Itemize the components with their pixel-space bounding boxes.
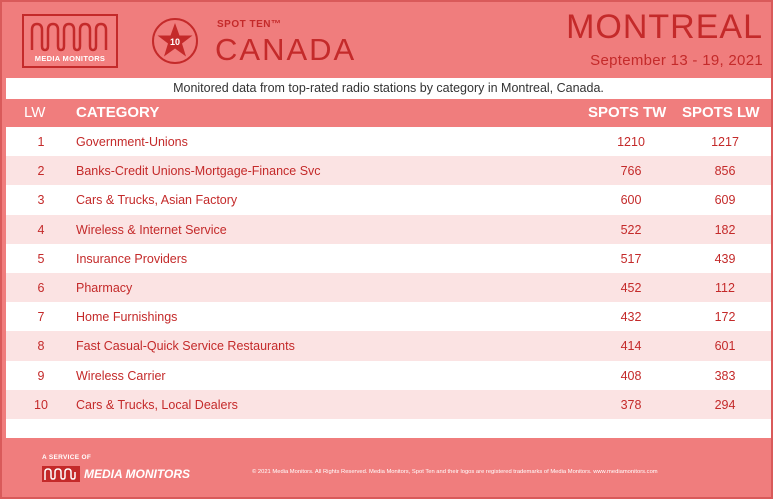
- col-header-spots-lw: SPOTS LW: [682, 104, 760, 121]
- row-rank: 4: [37, 222, 45, 237]
- badge-number: 10: [169, 37, 181, 47]
- waveform-logo-icon: [28, 20, 112, 52]
- row-spots-tw: 378: [620, 397, 642, 412]
- row-rank: 9: [37, 368, 45, 383]
- table-row: [6, 127, 771, 156]
- row-spots-tw: 452: [620, 280, 642, 295]
- table-body: [6, 127, 771, 419]
- data-panel: [6, 78, 771, 438]
- row-rank: 6: [37, 280, 45, 295]
- row-category: Cars & Trucks, Local Dealers: [76, 397, 238, 412]
- row-rank: 10: [34, 397, 48, 412]
- row-rank: 5: [37, 251, 45, 266]
- row-spots-lw: 182: [714, 222, 736, 237]
- row-spots-tw: 432: [620, 310, 642, 325]
- row-spots-lw: 856: [714, 164, 736, 179]
- table-row: [6, 390, 771, 419]
- row-category: Wireless & Internet Service: [76, 222, 227, 237]
- table-row: [6, 331, 771, 360]
- row-category: Pharmacy: [76, 280, 133, 295]
- logo-text: MEDIA MONITORS: [34, 54, 106, 63]
- table-header: [6, 99, 771, 127]
- service-of-label: A SERVICE OF: [42, 454, 92, 461]
- table-row: [6, 361, 771, 390]
- row-spots-lw: 609: [714, 193, 736, 208]
- row-rank: 7: [37, 310, 45, 325]
- row-category: Home Furnishings: [76, 310, 178, 325]
- table-row: [6, 273, 771, 302]
- row-category: Cars & Trucks, Asian Factory: [76, 193, 238, 208]
- row-spots-tw: 600: [620, 193, 642, 208]
- table-row: [6, 156, 771, 185]
- row-spots-lw: 112: [715, 280, 735, 295]
- row-spots-tw: 408: [620, 368, 642, 383]
- row-spots-lw: 439: [714, 251, 736, 266]
- row-spots-tw: 414: [620, 339, 642, 354]
- table-row: [6, 215, 771, 244]
- star-icon: [154, 20, 196, 62]
- row-spots-lw: 172: [714, 310, 736, 325]
- table-row: [6, 244, 771, 273]
- row-category: Insurance Providers: [76, 251, 188, 266]
- row-spots-tw: 1210: [617, 135, 645, 149]
- subtitle: Monitored data from top-rated radio stations by category in Montreal, Canada.: [173, 81, 604, 95]
- col-header-rank: LW: [24, 104, 46, 121]
- table-row: [6, 302, 771, 331]
- row-spots-lw: 383: [714, 368, 736, 383]
- row-rank: 2: [37, 164, 45, 179]
- row-spots-lw: 601: [714, 339, 736, 354]
- row-category: Wireless Carrier: [76, 368, 166, 383]
- col-header-category: CATEGORY: [76, 104, 160, 121]
- row-category: Government-Unions: [76, 135, 188, 149]
- media-monitors-logo: [22, 14, 118, 68]
- spot-ten-badge: [152, 18, 198, 64]
- footer-logo: [42, 465, 190, 483]
- row-rank: 1: [37, 135, 45, 149]
- row-spots-lw: 294: [714, 397, 736, 412]
- col-header-spots-tw: SPOTS TW: [588, 104, 667, 121]
- row-spots-tw: 522: [620, 222, 642, 237]
- footer-waveform-icon: [42, 466, 80, 482]
- copyright-text: © 2021 Media Monitors. All Rights Reserved. Media Monitors, Spot Ten and their logos are registered trademarks of Media Monitors. www.mediamonitors.com: [252, 469, 658, 475]
- city-title: MONTREAL: [566, 8, 763, 46]
- footer-logo-text: MEDIA MONITORS: [84, 467, 191, 481]
- country-title: CANADA: [215, 32, 357, 67]
- row-rank: 3: [37, 193, 45, 208]
- row-rank: 8: [37, 339, 45, 354]
- row-spots-tw: 766: [620, 164, 642, 179]
- table-row: [6, 185, 771, 214]
- row-spots-lw: 1217: [711, 135, 739, 149]
- row-spots-tw: 517: [620, 251, 642, 266]
- date-range: September 13 - 19, 2021: [590, 52, 763, 69]
- row-category: Banks-Credit Unions-Mortgage-Finance Svc: [76, 164, 321, 179]
- row-category: Fast Casual-Quick Service Restaurants: [76, 339, 295, 354]
- spot-ten-label: SPOT TEN™: [217, 19, 282, 30]
